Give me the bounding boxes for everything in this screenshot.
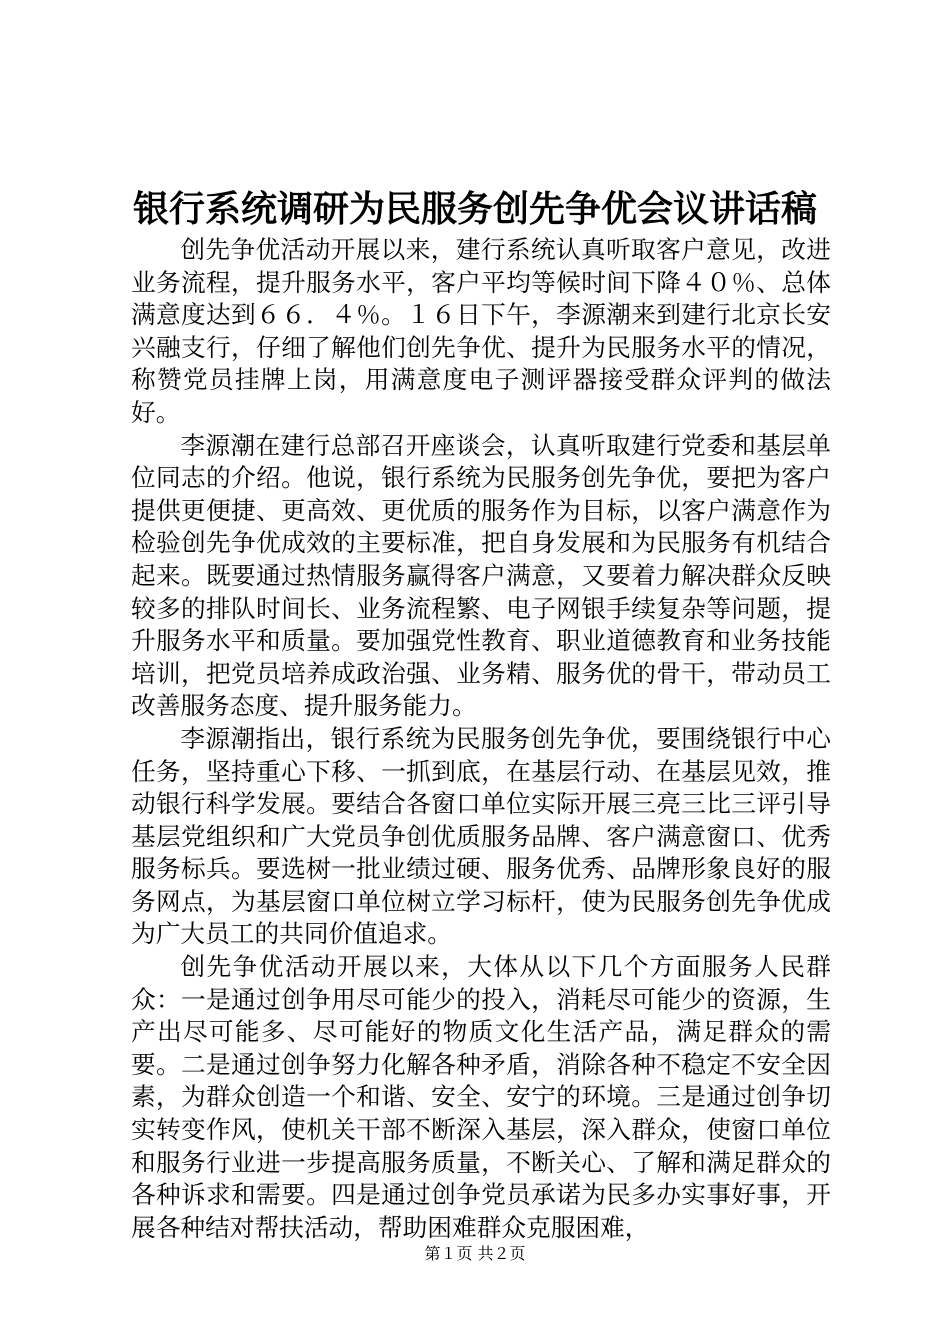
document-title: 银行系统调研为民服务创先争优会议讲话稿 [132,188,817,230]
paragraph-2: 李源潮在建行总部召开座谈会，认真听取建行党委和基层单位同志的介绍。他说，银行系统为民服务创先争优，要把为客户提供更便捷、更高效、更优质的服务作为目标，以客户满意作为检验创先争优成效的主要标准，把自身发展和为民服务有机结合起来。既要通过热情服务赢得客户满意，又要着力解决群众反映较多的排队时间长、业务流程繁、电子网银手续复杂等问题，提升服务水平和质量。要加强党性教育、职业道德教育和业务技能培训，把党员培养成政治强、业务精、服务优的骨干，带动员工改善服务态度、提升服务能力。 [131,430,831,721]
paragraph-3: 李源潮指出，银行系统为民服务创先争优，要围绕银行中心任务，坚持重心下移、一抓到底，在基层行动、在基层见效，推动银行科学发展。要结合各窗口单位实际开展三亮三比三评引导基层党组织和广大党员争创优质服务品牌、客户满意窗口、优秀服务标兵。要选树一批业绩过硬、服务优秀、品牌形象良好的服务网点，为基层窗口单位树立学习标杆，使为民服务创先争优成为广大员工的共同价值追求。 [131,723,831,949]
page-number-footer: 第１页 共２页 [424,1244,526,1263]
paragraph-4: 创先争优活动开展以来，大体从以下几个方面服务人民群众：一是通过创争用尽可能少的投入，消耗尽可能少的资源，生产出尽可能多、尽可能好的物质文化生活产品，满足群众的需要。二是通过创争努力化解各种矛盾，消除各种不稳定不安全因素，为群众创造一个和谐、安全、安宁的环境。三是通过创争切实转变作风，使机关干部不断深入基层，深入群众，使窗口单位和服务行业进一步提高服务质量，不断关心、了解和满足群众的各种诉求和需要。四是通过创争党员承诺为民多办实事好事，开展各种结对帮扶活动，帮助困难群众克服困难， [131,952,831,1242]
paragraph-1: 创先争优活动开展以来，建行系统认真听取客户意见，改进业务流程，提升服务水平，客户平均等候时间下降４０％、总体满意度达到６６．４％。１６日下午，李源潮来到建行北京长安兴融支行，仔细了解他们创先争优、提升为民服务水平的情况，称赞党员挂牌上岗，用满意度电子测评器接受群众评判的做法好。 [131,235,831,427]
document-body [131,234,831,1244]
